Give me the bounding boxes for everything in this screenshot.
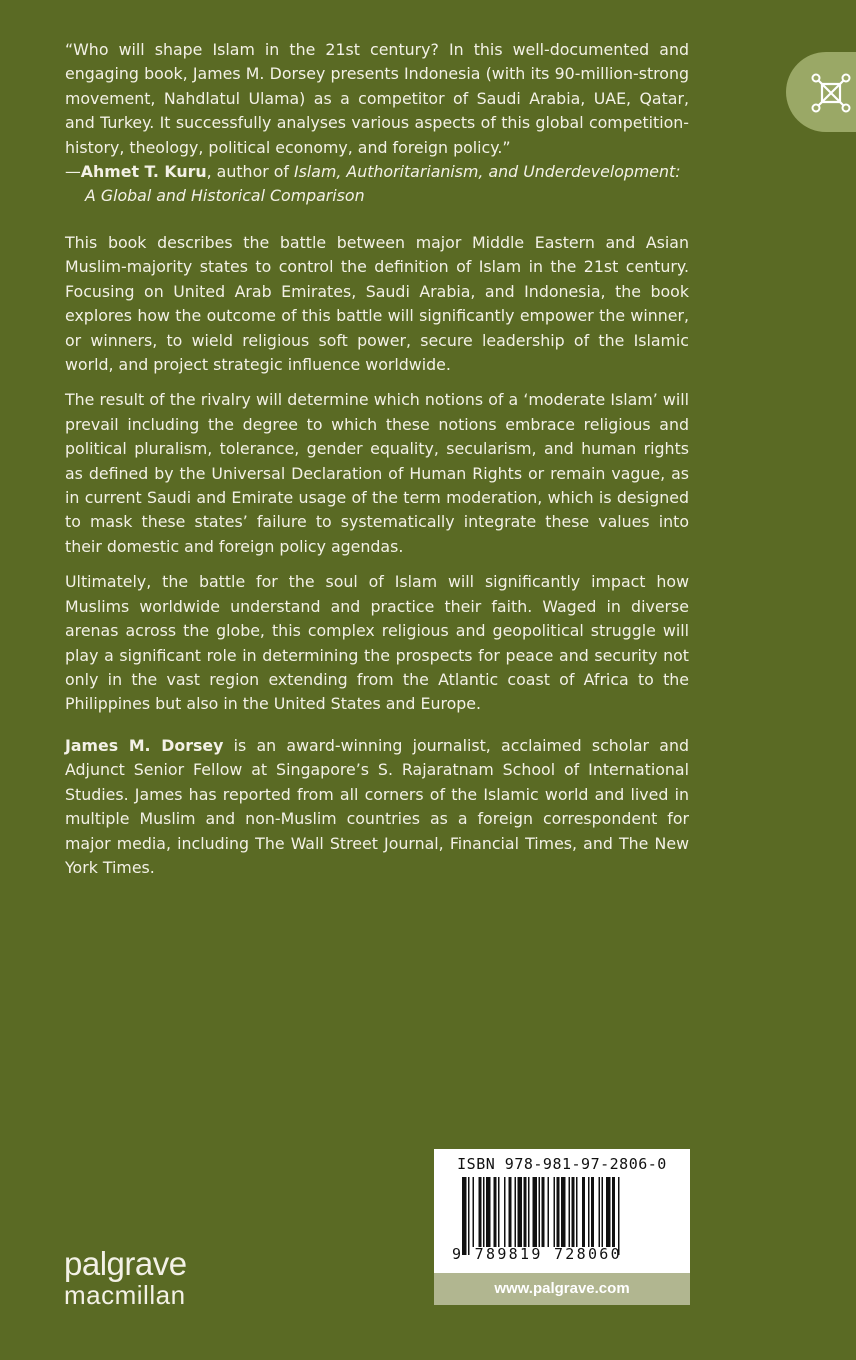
description-paragraph: This book describes the battle between major Middle Eastern and Asian Muslim-majority states to control the definition of Islam in the 21st century. Focusing on United Arab Emirates, Saudi Arabia, and Indonesia, the book explores how the outcome of this battle will significantly empower the winner, or winners, to wield religious soft power, secure leadership of the Islamic world, and project strategic influence worldwide. [65, 233, 689, 375]
book-description [65, 231, 689, 728]
barcode-bar [539, 1177, 541, 1247]
barcode-bar [557, 1177, 560, 1247]
barcode-bar [509, 1177, 512, 1247]
description-paragraph: Ultimately, the battle for the soul of Islam will significantly impact how Muslims worldwide understand and practice their faith. Waged in diverse arenas across the globe, this complex religious and geopolitical struggle will play a significant role in determining the prospects for peace and security not only in the vast region extending from the Atlantic coast of Africa to the Philippines but also in the United States and Europe. [65, 572, 689, 714]
barcode-bar [576, 1177, 578, 1247]
barcode-bar [612, 1177, 615, 1247]
brand-line-1: palgrave [64, 1245, 187, 1282]
barcode-bar [588, 1177, 590, 1247]
barcode-bar [582, 1177, 585, 1247]
barcode-bar [524, 1177, 527, 1247]
bio-text: is an award-winning journalist, acclaimed scholar and Adjunct Senior Fellow at Singapore’s S. Rajaratnam School of International Studies. James has reported from all corners of the Islamic world and lived in multiple Muslim and non-Muslim countries as a foreign correspondent for major media, including The Wall Street Journal, Financial Times, and The New York Times. [65, 736, 689, 878]
barcode-bar [561, 1177, 566, 1247]
endorsement-quote [65, 38, 689, 209]
barcode-bar [572, 1177, 575, 1247]
barcode-bar [515, 1177, 517, 1247]
barcode-bar [498, 1177, 500, 1247]
bio-paragraph [65, 734, 689, 880]
barcode-bars [462, 1177, 662, 1255]
quote-attribution [65, 160, 689, 209]
author-bio [65, 734, 689, 891]
barcode-bar [602, 1177, 604, 1247]
barcode-bar [606, 1177, 611, 1247]
quote-text: “Who will shape Islam in the 21st century? In this well-documented and engaging book, James M. Dorsey presents Indonesia (with its 90-million-strong movement, Nahdlatul Ulama) as a competitor of Saudi Arabia, UAE, Qatar, and Turkey. It successfully analyses various aspects of this global competition-history, theology, political economy, and foreign policy.” [65, 40, 689, 157]
barcode-digits: 9 789819 728060 [452, 1245, 622, 1263]
barcode-bar [591, 1177, 594, 1247]
bio-name: James M. Dorsey [65, 736, 224, 755]
barcode-bar [486, 1177, 491, 1247]
barcode-bar [542, 1177, 545, 1247]
publisher-url: www.palgrave.com [434, 1273, 690, 1305]
barcode-bar [483, 1177, 485, 1247]
barcode-bar [528, 1177, 530, 1247]
barcode-bar [548, 1177, 550, 1247]
quote-author-suffix: , author of [206, 162, 294, 182]
barcode-bar [473, 1177, 475, 1247]
barcode-bar [569, 1177, 571, 1247]
barcode-bar [533, 1177, 538, 1247]
barcode-bar [479, 1177, 482, 1247]
barcode-bar [618, 1177, 620, 1255]
barcode-bar [518, 1177, 523, 1247]
quote-work-title-2: A Global and Historical Comparison [85, 186, 365, 206]
quote-author: Ahmet T. Kuru [80, 162, 207, 182]
barcode-bar [554, 1177, 556, 1247]
quote-dash: — [65, 162, 81, 182]
barcode-bar [494, 1177, 497, 1247]
publisher-logo [64, 1247, 187, 1309]
publisher-logo-badge [786, 52, 856, 132]
quote-work-title-1: Islam, Authoritarianism, and Underdevelopment: [294, 162, 681, 182]
barcode-bar [468, 1177, 470, 1255]
description-paragraph: The result of the rivalry will determine which notions of a ‘moderate Islam’ will prevail including the degree to which these notions embrace religious and political pluralism, tolerance, gender equality, secularism, and human rights as defined by the Universal Declaration of Human Rights or remain vague, as in current Saudi and Emirate usage of the term moderation, which is designed to mask these states’ failure to systematically integrate these values into their domestic and foreign policy agendas. [65, 390, 689, 556]
isbn-label: ISBN 978-981-97-2806-0 [457, 1155, 667, 1173]
barcode-bar [462, 1177, 467, 1255]
barcode-bar [504, 1177, 506, 1247]
palgrave-network-icon [808, 70, 854, 116]
isbn-barcode [434, 1149, 690, 1305]
brand-line-2: macmillan [64, 1280, 186, 1310]
barcode-bar [599, 1177, 601, 1247]
